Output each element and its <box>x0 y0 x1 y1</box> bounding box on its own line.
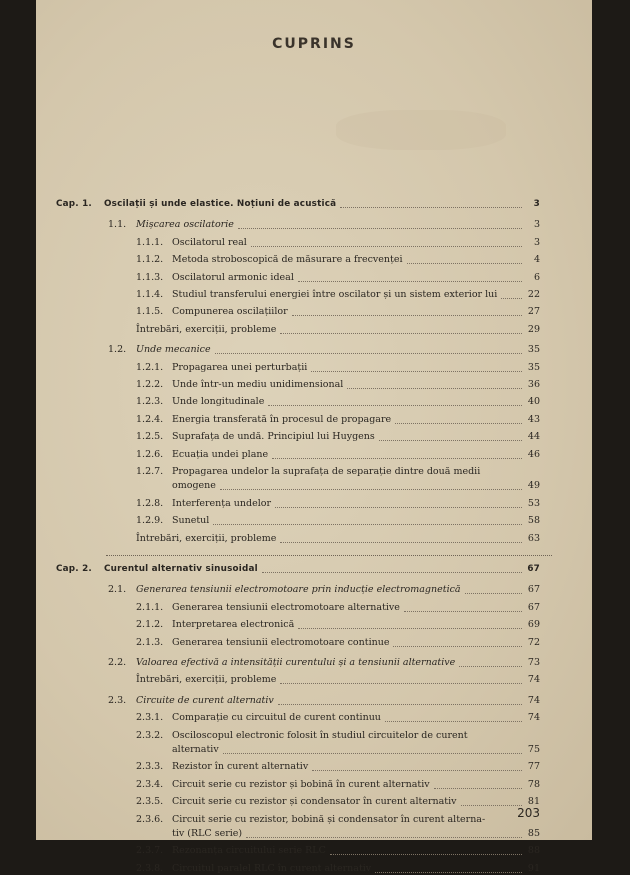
page-ref: 3 <box>533 199 540 209</box>
subsection-number: 2.3.7. <box>136 845 164 857</box>
subsection-title: Circuit serie cu rezistor, bobină și condensator în curent alterna- <box>172 813 486 825</box>
dot-leader <box>312 758 522 771</box>
page-ref: 29 <box>527 323 540 335</box>
section-number: 2.2. <box>108 657 127 668</box>
page-ref: 91 <box>527 862 540 874</box>
dot-leader <box>298 616 522 629</box>
page-ref: 74 <box>527 694 540 706</box>
page-ref: 74 <box>527 712 540 724</box>
dot-leader <box>238 216 522 229</box>
subsection-number: 1.2.6. <box>136 448 164 460</box>
subsection-title-continued: tiv (RLC serie) <box>172 828 243 839</box>
dot-leader <box>330 842 522 855</box>
dot-leader <box>311 359 522 372</box>
subsection-title: Unde într-un mediu unidimensional <box>172 379 344 390</box>
subsection-number: 1.1.3. <box>136 271 164 283</box>
subsection-title: Rezonanța circuitului serie RLC <box>172 845 326 857</box>
subsection-number: 1.2.2. <box>136 379 164 390</box>
subsection-title: Circuit serie cu rezistor și bobină în curent alternativ <box>172 778 430 790</box>
page-ref: 44 <box>527 431 540 443</box>
subsection-number: 2.3.5. <box>136 796 164 808</box>
subsection-title: Ecuația undei plane <box>172 448 269 460</box>
page-ref: 22 <box>527 289 540 300</box>
dot-leader <box>220 477 522 490</box>
page-number: 203 <box>517 806 540 820</box>
dot-leader <box>404 599 522 612</box>
chapter-divider <box>106 555 552 556</box>
dot-leader <box>215 341 522 354</box>
page-ref: 40 <box>527 396 540 408</box>
section-title: Circuite de curent alternativ <box>136 694 274 706</box>
subsection-number: 2.3.3. <box>136 761 164 773</box>
page-ref: 35 <box>527 361 540 373</box>
dot-leader <box>385 709 522 722</box>
exercises-title: Întrebări, exerciții, probleme <box>136 323 277 335</box>
subsection-title: Metoda stroboscopică de măsurare a frecvenței <box>172 254 403 266</box>
subsection-number: 2.1.2. <box>136 619 164 631</box>
page-ref: 75 <box>527 744 540 755</box>
section-number: 2.1. <box>108 584 127 596</box>
subsection-number: 1.2.4. <box>136 413 164 425</box>
subsection-number: 1.2.5. <box>136 431 164 443</box>
subsection-title-continued: omogene <box>172 480 216 492</box>
dot-leader <box>375 860 522 873</box>
dot-leader <box>393 634 522 647</box>
page-title: CUPRINS <box>272 36 356 52</box>
page-ref: 85 <box>527 828 540 839</box>
dot-leader <box>262 560 522 573</box>
page-ref: 6 <box>533 271 540 283</box>
page-ref: 72 <box>527 636 540 648</box>
chapter-title: Curentul alternativ sinusoidal <box>104 564 258 574</box>
subsection-number: 1.1.2. <box>136 254 164 266</box>
section-title: Generarea tensiunii electromotoare prin inducție electromagnetică <box>136 584 461 596</box>
subsection-title: Circuit serie cu rezistor și condensator în curent alternativ <box>172 796 457 808</box>
page-ref: 73 <box>527 657 540 668</box>
subsection-title: Oscilatorul armonic ideal <box>172 271 294 283</box>
subsection-number: 1.2.3. <box>136 396 164 408</box>
chapter-label: Cap. 1. <box>56 199 92 209</box>
page-ref: 58 <box>527 515 540 527</box>
subsection-title: Generarea tensiunii electromotoare alternative <box>172 601 400 613</box>
subsection-title: Unde longitudinale <box>172 396 265 408</box>
dot-leader <box>407 251 523 264</box>
page-ref: 43 <box>527 413 540 425</box>
subsection-title: Generarea tensiunii electromotoare continue <box>172 636 390 648</box>
subsection-number: 1.2.7. <box>136 466 164 477</box>
subsection-title-continued: alternativ <box>172 744 219 755</box>
dot-leader <box>379 428 522 441</box>
subsection-title: Interferența undelor <box>172 497 272 509</box>
section-title: Mișcarea oscilatorie <box>136 219 234 231</box>
dot-leader <box>395 411 522 424</box>
section-number: 1.2. <box>108 344 127 356</box>
subsection-title: Suprafața de undă. Principiul lui Huygens <box>172 431 375 443</box>
page-ref: 74 <box>527 674 540 686</box>
subsection-title: Propagarea unei perturbații <box>172 361 308 373</box>
subsection-title: Energia transferată în procesul de propagare <box>172 413 392 425</box>
subsection-number: 1.1.1. <box>136 236 164 248</box>
dot-leader <box>251 234 522 247</box>
section-number: 1.1. <box>108 219 127 231</box>
dot-leader <box>292 303 522 316</box>
subsection-title: Circuitul paralel RLC în curent alternativ <box>172 862 372 874</box>
page-ref: 67 <box>527 564 540 574</box>
page-ref: 46 <box>527 448 540 460</box>
section-title: Valoarea efectivă a intensității curentului și a tensiunii alternative <box>136 657 456 668</box>
dot-leader <box>268 393 522 406</box>
section-number: 2.3. <box>108 694 127 706</box>
page-ref: 67 <box>527 584 540 596</box>
dot-leader <box>246 825 522 838</box>
book-page <box>36 0 592 874</box>
page-ref: 53 <box>527 497 540 509</box>
dot-leader <box>272 446 522 459</box>
subsection-number: 2.3.6. <box>136 813 164 825</box>
dot-leader <box>347 376 522 389</box>
dot-leader <box>278 692 522 705</box>
dot-leader <box>223 741 522 754</box>
paper-stain <box>336 110 506 150</box>
dot-leader <box>275 495 522 508</box>
dot-leader <box>280 321 522 334</box>
subsection-number: 2.3.2. <box>136 729 164 741</box>
page-ref: 35 <box>527 344 540 356</box>
subsection-number: 2.3.8. <box>136 862 164 874</box>
dot-leader <box>280 530 522 543</box>
subsection-title: Propagarea undelor la suprafața de separație dintre două medii <box>172 466 481 477</box>
section-title: Unde mecanice <box>136 344 211 356</box>
page-ref: 3 <box>533 236 540 248</box>
page-ref: 88 <box>527 845 540 857</box>
chapter-label: Cap. 2. <box>56 564 92 574</box>
page-ref: 27 <box>527 306 540 318</box>
subsection-title: Compunerea oscilațiilor <box>172 306 288 318</box>
subsection-number: 2.3.1. <box>136 712 164 724</box>
page-ref: 69 <box>527 619 540 631</box>
subsection-title: Oscilatorul real <box>172 236 247 248</box>
page-ref: 81 <box>527 796 540 808</box>
subsection-number: 2.1.1. <box>136 601 164 613</box>
subsection-title: Interpretarea electronică <box>172 619 295 631</box>
dot-leader <box>298 269 522 282</box>
page-ref: 67 <box>527 601 540 613</box>
subsection-number: 2.1.3. <box>136 636 164 648</box>
subsection-title: Studiul transferului energiei între oscilator și un sistem exterior lui <box>172 289 498 300</box>
dot-leader <box>501 286 522 299</box>
dot-leader <box>461 793 523 806</box>
subsection-number: 1.1.5. <box>136 306 164 318</box>
dot-leader <box>465 581 522 594</box>
subsection-number: 1.1.4. <box>136 289 164 300</box>
page-ref: 63 <box>527 532 540 544</box>
exercises-title: Întrebări, exerciții, probleme <box>136 532 277 544</box>
dot-leader <box>213 512 522 525</box>
page-ref: 77 <box>527 761 540 773</box>
subsection-title: Rezistor în curent alternativ <box>172 761 309 773</box>
dot-leader <box>340 195 522 208</box>
dot-leader <box>459 654 522 667</box>
dot-leader <box>280 671 522 684</box>
subsection-title: Comparație cu circuitul de curent continuu <box>172 712 381 724</box>
page-ref: 3 <box>533 219 540 231</box>
subsection-number: 1.2.9. <box>136 515 164 527</box>
chapter-title: Oscilații și unde elastice. Noțiuni de acustică <box>104 199 337 209</box>
subsection-title: Osciloscopul electronic folosit în studiul circuitelor de curent <box>172 729 468 741</box>
subsection-number: 1.2.8. <box>136 497 164 509</box>
page-ref: 78 <box>527 778 540 790</box>
page-ref: 36 <box>527 379 540 390</box>
subsection-title: Sunetul <box>172 515 210 527</box>
subsection-number: 1.2.1. <box>136 361 164 373</box>
page-ref: 49 <box>527 480 540 492</box>
subsection-number: 2.3.4. <box>136 778 164 790</box>
exercises-title: Întrebări, exerciții, probleme <box>136 674 277 686</box>
page-ref: 4 <box>533 254 540 266</box>
dot-leader <box>434 776 522 789</box>
